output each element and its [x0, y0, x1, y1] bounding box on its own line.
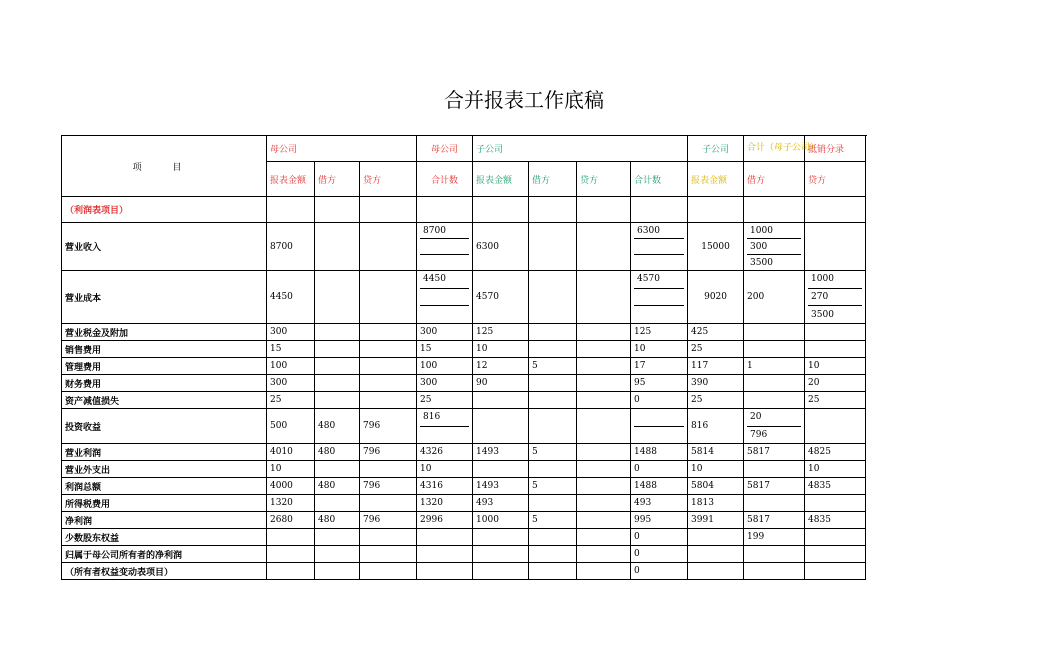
cell: 10 — [473, 341, 529, 358]
cell: 8700 — [420, 223, 469, 239]
cell: 100 — [267, 358, 315, 375]
row-label: 营业收入 — [62, 223, 267, 271]
cell: 5 — [529, 512, 577, 529]
cell: 6300 — [634, 223, 684, 239]
table-row — [62, 478, 866, 495]
row-label: 销售费用 — [62, 341, 267, 358]
row-label: 利润总额 — [62, 478, 267, 495]
cell: 4570 — [473, 271, 529, 324]
cell: 9020 — [688, 271, 744, 324]
item-header: 项 目 — [62, 136, 267, 197]
cell: 4450 — [267, 271, 315, 324]
section-income: （利润表项目） — [62, 197, 267, 223]
table-row — [62, 409, 866, 444]
cell: 1000 — [473, 512, 529, 529]
parent-header: 母公司 — [267, 136, 417, 162]
cell: 390 — [688, 375, 744, 392]
page-title: 合并报表工作底稿 — [444, 88, 604, 112]
table-row — [62, 392, 866, 409]
cell: 17 — [631, 358, 688, 375]
cell: 25 — [688, 392, 744, 409]
cell: 1320 — [267, 495, 315, 512]
table-row — [62, 324, 866, 341]
col-comb-report-amount: 报表金额 — [688, 162, 744, 197]
col-sub-total: 合计数 — [631, 162, 688, 197]
cell: 0 — [631, 461, 688, 478]
cell: 5 — [529, 444, 577, 461]
cell: 1493 — [473, 478, 529, 495]
cell: 5 — [529, 478, 577, 495]
table-row — [62, 546, 866, 563]
row-label: 财务费用 — [62, 375, 267, 392]
cell: 5804 — [688, 478, 744, 495]
table-row — [62, 495, 866, 512]
cell: 2680 — [267, 512, 315, 529]
row-label: 净利润 — [62, 512, 267, 529]
table-row — [62, 375, 866, 392]
table-row — [62, 358, 866, 375]
cell: 117 — [688, 358, 744, 375]
cell: 480 — [315, 409, 360, 444]
sub-header: 子公司 — [473, 136, 688, 162]
cell: 25 — [417, 392, 473, 409]
table-row — [62, 341, 866, 358]
cell: 25 — [267, 392, 315, 409]
cell: 0 — [631, 563, 688, 580]
cell: 10 — [688, 461, 744, 478]
cell: 25 — [805, 392, 866, 409]
row-label: 资产减值损失 — [62, 392, 267, 409]
table-row — [62, 223, 866, 271]
row-label: 营业外支出 — [62, 461, 267, 478]
cell: 95 — [631, 375, 688, 392]
cell: 5 — [529, 358, 577, 375]
cell: 0 — [631, 529, 688, 546]
cell: 4835 — [805, 478, 866, 495]
cell: 10 — [267, 461, 315, 478]
cell: 200 — [744, 271, 805, 324]
table-row — [62, 444, 866, 461]
elim-header: 抵销分录 — [805, 136, 866, 162]
cell: 12 — [473, 358, 529, 375]
cell: 1000 — [808, 271, 862, 289]
cell: 5817 — [744, 512, 805, 529]
cell: 4000 — [267, 478, 315, 495]
table-row — [62, 512, 866, 529]
cell: 796 — [360, 409, 417, 444]
cell: 25 — [688, 341, 744, 358]
row-label: 营业利润 — [62, 444, 267, 461]
combined-header: 合计（母子公司） — [744, 136, 805, 162]
cell: 6300 — [473, 223, 529, 271]
cell: 480 — [315, 478, 360, 495]
cell: 425 — [688, 324, 744, 341]
cell: 796 — [360, 478, 417, 495]
cell: 4316 — [417, 478, 473, 495]
row-label: 归属于母公司所有者的净利润 — [62, 546, 267, 563]
cell: 0 — [631, 546, 688, 563]
table-row — [62, 529, 866, 546]
cell: 100 — [417, 358, 473, 375]
consolidation-worksheet — [61, 135, 866, 580]
cell: 300 — [417, 324, 473, 341]
row-label: 营业成本 — [62, 271, 267, 324]
sub-total-header: 子公司 — [688, 136, 744, 162]
table-row — [62, 461, 866, 478]
cell: 493 — [631, 495, 688, 512]
cell: 4570 — [634, 271, 684, 289]
cell: 5814 — [688, 444, 744, 461]
cell: 270 — [808, 289, 862, 307]
cell: 480 — [315, 444, 360, 461]
cell: 1320 — [417, 495, 473, 512]
cell: 4326 — [417, 444, 473, 461]
cell: 500 — [267, 409, 315, 444]
cell: 300 — [417, 375, 473, 392]
row-label: 投资收益 — [62, 409, 267, 444]
cell: 300 — [267, 324, 315, 341]
cell: 10 — [805, 358, 866, 375]
cell: 125 — [473, 324, 529, 341]
cell: 8700 — [267, 223, 315, 271]
cell: 1000 — [747, 223, 801, 239]
parent-total-header: 母公司 — [417, 136, 473, 162]
cell: 0 — [631, 392, 688, 409]
cell: 3500 — [750, 257, 773, 268]
cell: 4010 — [267, 444, 315, 461]
col-elim-credit: 贷方 — [805, 162, 866, 197]
table-row — [62, 271, 866, 324]
cell: 300 — [267, 375, 315, 392]
col-sub-report-amount: 报表金额 — [473, 162, 529, 197]
cell: 4825 — [805, 444, 866, 461]
cell: 5817 — [744, 444, 805, 461]
row-label: 少数股东权益 — [62, 529, 267, 546]
col-elim-debit: 借方 — [744, 162, 805, 197]
row-label: 管理费用 — [62, 358, 267, 375]
cell: 1813 — [688, 495, 744, 512]
cell: 816 — [688, 409, 744, 444]
cell: 4450 — [420, 271, 469, 289]
table-row — [62, 563, 866, 580]
cell: 10 — [805, 461, 866, 478]
cell: 15 — [417, 341, 473, 358]
cell: 15 — [267, 341, 315, 358]
cell: 2996 — [417, 512, 473, 529]
cell: 3991 — [688, 512, 744, 529]
cell: 10 — [417, 461, 473, 478]
cell: 1 — [744, 358, 805, 375]
cell: 199 — [744, 529, 805, 546]
cell: 1488 — [631, 478, 688, 495]
cell: 3500 — [811, 309, 834, 320]
cell: 300 — [747, 239, 801, 255]
cell: 480 — [315, 512, 360, 529]
cell: 20 — [747, 409, 801, 427]
col-sub-credit: 贷方 — [577, 162, 631, 197]
row-label: 所得税费用 — [62, 495, 267, 512]
cell: 796 — [360, 512, 417, 529]
cell: 816 — [420, 409, 469, 427]
cell: 796 — [360, 444, 417, 461]
section-equity: （所有者权益变动表项目） — [62, 563, 267, 580]
cell: 20 — [805, 375, 866, 392]
cell: 1488 — [631, 444, 688, 461]
col-credit: 贷方 — [360, 162, 417, 197]
cell: 1493 — [473, 444, 529, 461]
cell: 125 — [631, 324, 688, 341]
cell: 995 — [631, 512, 688, 529]
cell: 4835 — [805, 512, 866, 529]
cell: 15000 — [688, 223, 744, 271]
col-sub-debit: 借方 — [529, 162, 577, 197]
cell: 10 — [631, 341, 688, 358]
cell: 5817 — [744, 478, 805, 495]
row-label: 营业税金及附加 — [62, 324, 267, 341]
col-total: 合计数 — [417, 162, 473, 197]
col-report-amount: 报表金额 — [267, 162, 315, 197]
cell: 796 — [750, 429, 768, 440]
col-debit: 借方 — [315, 162, 360, 197]
cell: 90 — [473, 375, 529, 392]
cell: 493 — [473, 495, 529, 512]
